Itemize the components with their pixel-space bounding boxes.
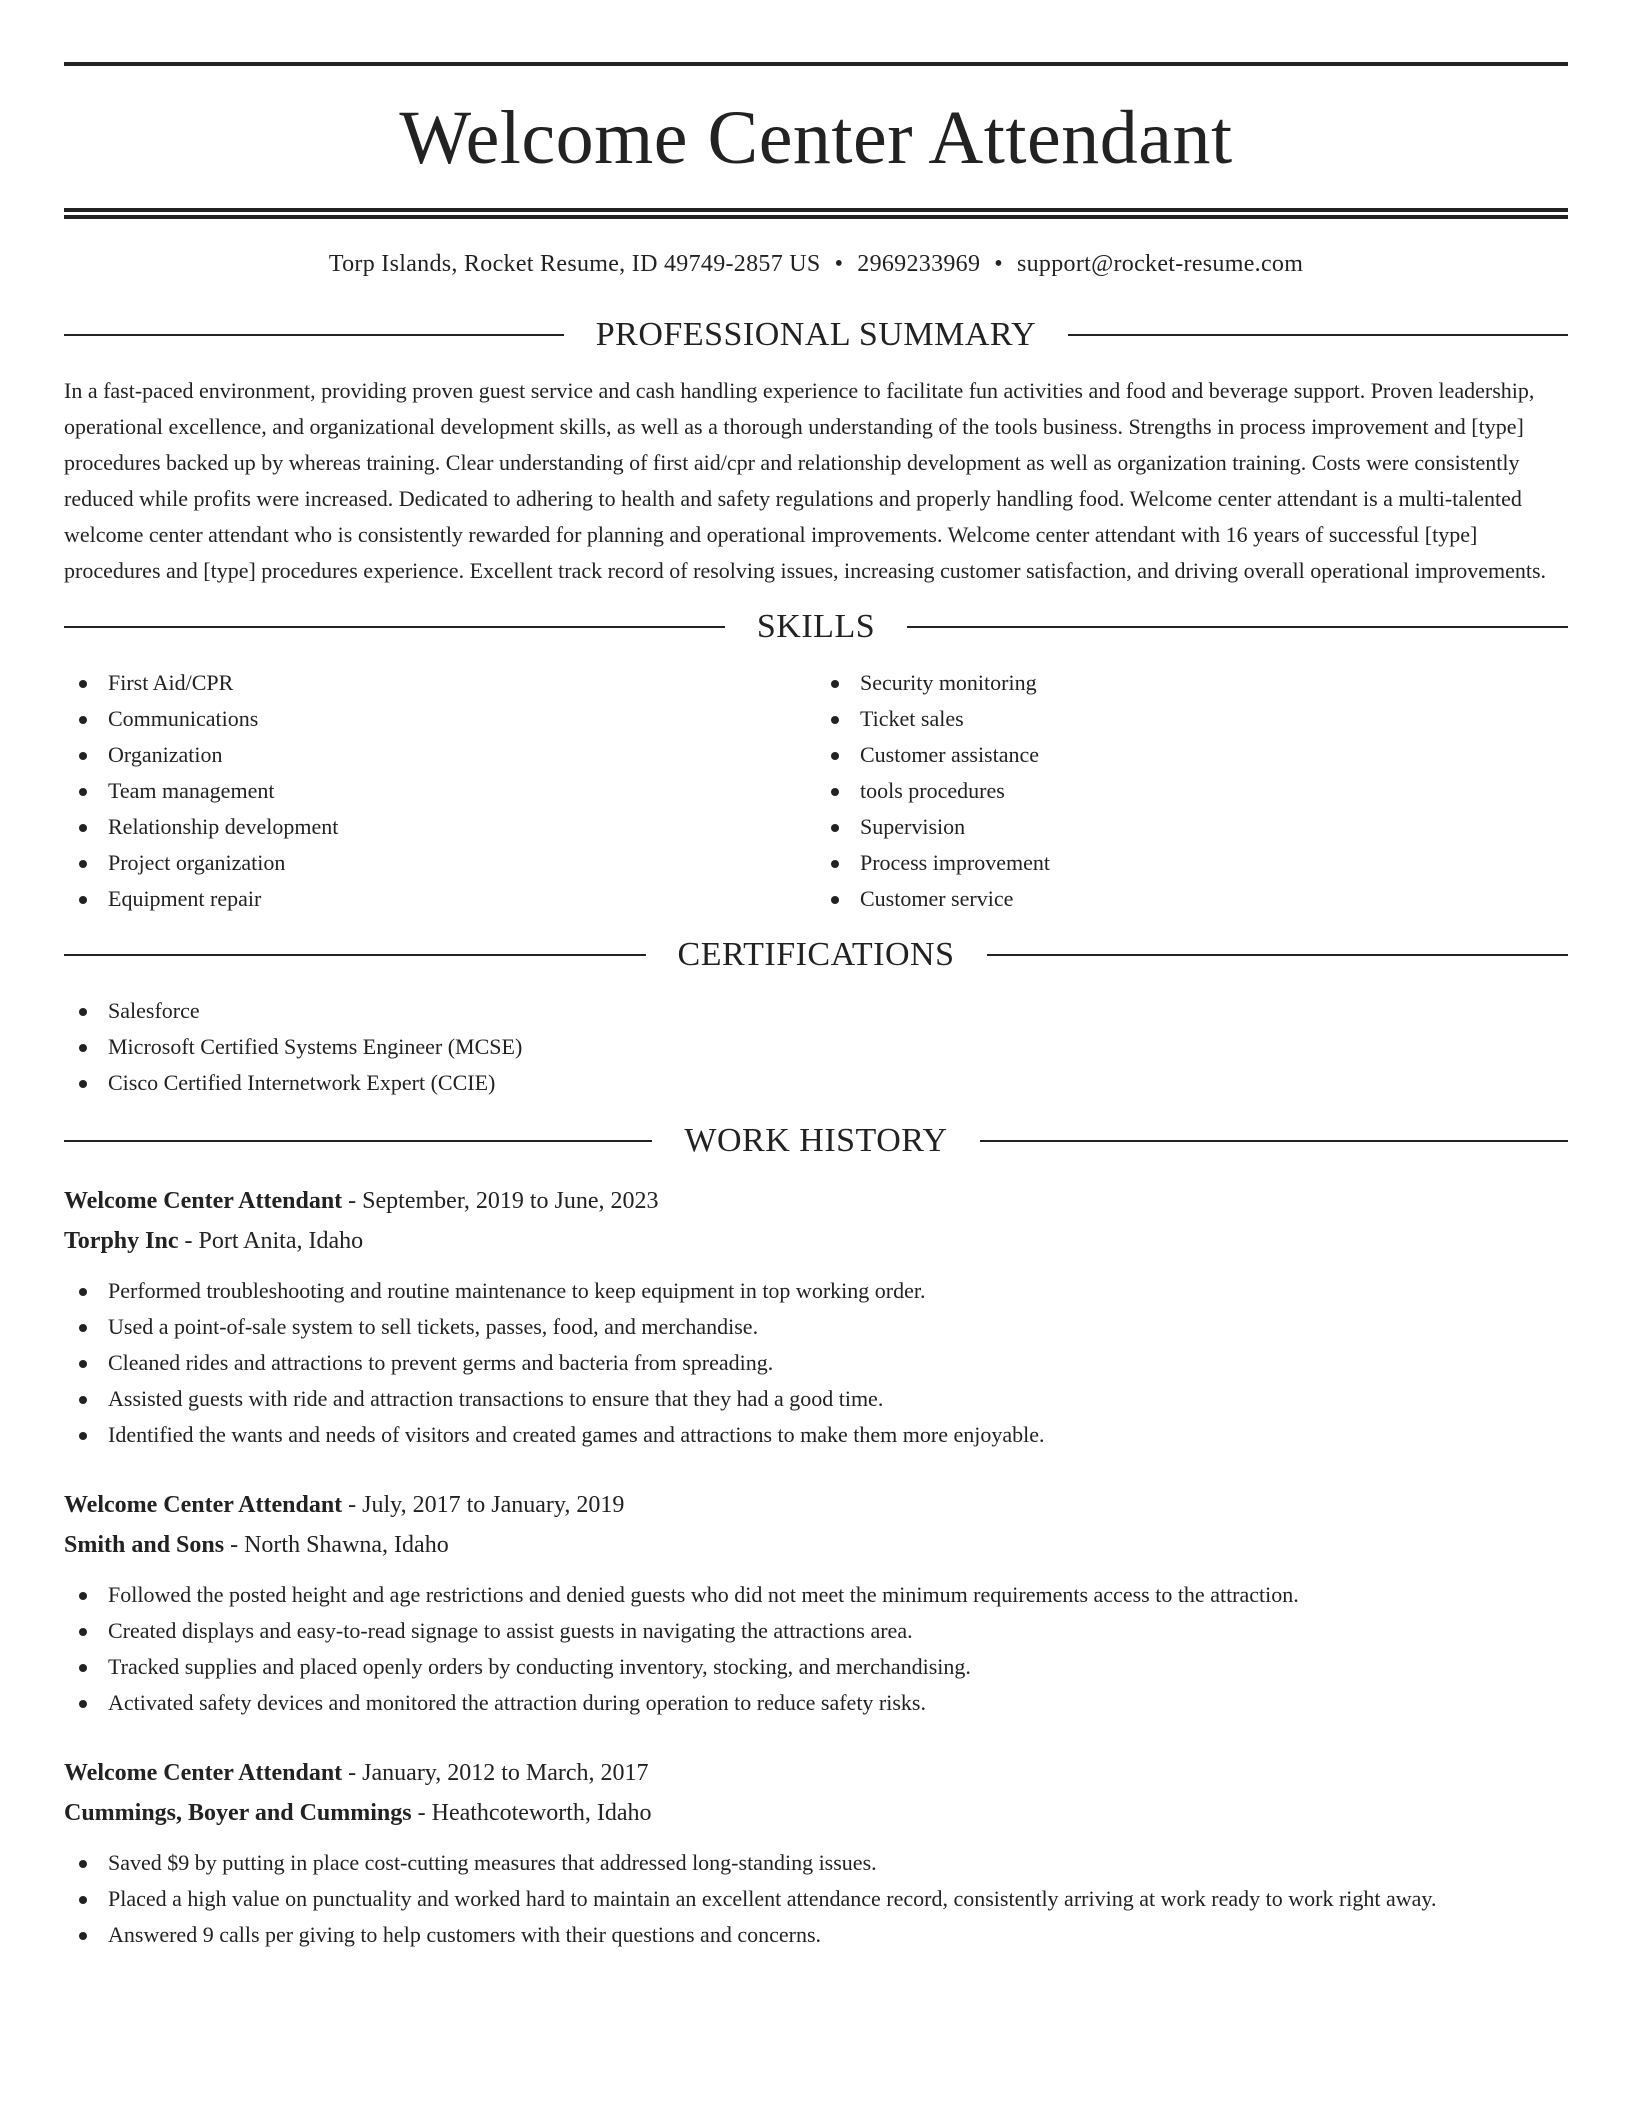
job-dash: - <box>224 1532 245 1558</box>
job-company: Torphy Inc <box>64 1228 179 1254</box>
section-rule <box>64 1140 652 1142</box>
job-bullet: Used a point-of-sale system to sell tickets, passes, food, and merchandise. <box>64 1309 1568 1345</box>
job-dash: - <box>178 1228 199 1254</box>
section-rule <box>1068 334 1568 336</box>
skills-list-right <box>816 665 1568 917</box>
contact-line <box>64 249 1568 279</box>
job-bullet: Identified the wants and needs of visitors and created games and attractions to make them more enjoyable. <box>64 1417 1568 1453</box>
title-double-rule <box>64 208 1568 219</box>
skill-item: Organization <box>64 737 816 773</box>
work-history-list <box>64 1181 1568 1953</box>
skill-item: Security monitoring <box>816 665 1568 701</box>
job-location: Heathcoteworth, Idaho <box>431 1800 652 1826</box>
section-title: WORK HISTORY <box>684 1122 948 1159</box>
job-dates: January, 2012 to March, 2017 <box>362 1760 649 1786</box>
job-bullets <box>64 1273 1568 1453</box>
job-dash: - <box>411 1800 432 1826</box>
skills-list-left <box>64 665 816 917</box>
skill-item: Equipment repair <box>64 881 816 917</box>
job-bullet: Assisted guests with ride and attraction transactions to ensure that they had a good time. <box>64 1381 1568 1417</box>
job-bullet: Cleaned rides and attractions to prevent germs and bacteria from spreading. <box>64 1345 1568 1381</box>
contact-separator: • <box>994 251 1003 277</box>
section-rule <box>64 954 646 956</box>
job-location: Port Anita, Idaho <box>198 1228 364 1254</box>
skill-item: Process improvement <box>816 845 1568 881</box>
job-bullet: Tracked supplies and placed openly orders by conducting inventory, stocking, and merchandising. <box>64 1649 1568 1685</box>
section-rule <box>907 626 1568 628</box>
job-bullet: Performed troubleshooting and routine maintenance to keep equipment in top working order. <box>64 1273 1568 1309</box>
resume-page <box>64 62 1568 1953</box>
section-title: SKILLS <box>756 608 876 645</box>
skill-item: Team management <box>64 773 816 809</box>
job-title-line <box>64 1181 1568 1221</box>
job-company: Smith and Sons <box>64 1532 225 1558</box>
section-rule <box>64 334 564 336</box>
section-title: PROFESSIONAL SUMMARY <box>595 316 1037 353</box>
contact-phone: 2969233969 <box>857 251 981 277</box>
contact-address: Torp Islands, Rocket Resume, ID 49749-2857 US <box>328 251 821 277</box>
section-header-skills <box>64 607 1568 647</box>
skills-columns <box>64 665 1568 917</box>
job-dash: - <box>342 1188 363 1214</box>
job-bullet: Created displays and easy-to-read signage to assist guests in navigating the attractions area. <box>64 1613 1568 1649</box>
job-bullet: Placed a high value on punctuality and worked hard to maintain an excellent attendance record, consistently arriving at work ready to work right away. <box>64 1881 1568 1917</box>
skill-item: Supervision <box>816 809 1568 845</box>
job-title-line <box>64 1753 1568 1793</box>
job-bullet: Answered 9 calls per giving to help customers with their questions and concerns. <box>64 1917 1568 1953</box>
section-header-summary <box>64 315 1568 355</box>
job-dates: September, 2019 to June, 2023 <box>362 1188 659 1214</box>
job-company-line <box>64 1525 1568 1565</box>
skill-item: Relationship development <box>64 809 816 845</box>
job-dates: July, 2017 to January, 2019 <box>362 1492 625 1518</box>
skill-item: First Aid/CPR <box>64 665 816 701</box>
contact-email: support@rocket-resume.com <box>1016 251 1304 277</box>
job-company-line <box>64 1793 1568 1833</box>
job-bullet: Activated safety devices and monitored the attraction during operation to reduce safety risks. <box>64 1685 1568 1721</box>
resume-title: Welcome Center Attendant <box>399 96 1233 180</box>
top-rule <box>64 62 1568 66</box>
skill-item: tools procedures <box>816 773 1568 809</box>
contact-separator: • <box>834 251 844 277</box>
job-title-line <box>64 1485 1568 1525</box>
certifications-list <box>64 993 1568 1101</box>
section-header-work-history <box>64 1121 1568 1161</box>
job-role: Welcome Center Attendant <box>64 1760 343 1786</box>
skill-item: Communications <box>64 701 816 737</box>
section-rule <box>987 954 1569 956</box>
section-rule <box>64 626 725 628</box>
certification-item: Salesforce <box>64 993 1568 1029</box>
job-role: Welcome Center Attendant <box>64 1492 343 1518</box>
skill-item: Project organization <box>64 845 816 881</box>
job-location: North Shawna, Idaho <box>244 1532 449 1558</box>
job-company: Cummings, Boyer and Cummings <box>64 1800 412 1826</box>
section-rule <box>980 1140 1568 1142</box>
section-title: CERTIFICATIONS <box>677 936 955 973</box>
certification-item: Cisco Certified Internetwork Expert (CCIE) <box>64 1065 1568 1101</box>
summary-text: In a fast-paced environment, providing proven guest service and cash handling experience to facilitate fun activities and food and beverage support. Proven leadership, operational excellence, and organizational development skills, as well as a thorough understanding of the tools business. Strengths in process improvement and [type] procedures backed up by whereas training. Clear understanding of first aid/cpr and relationship development as well as organization training. Costs were consistently reduced while profits were increased. Dedicated to adhering to health and safety regulations and properly handling food. Welcome center attendant is a multi-talented welcome center attendant who is consistently rewarded for planning and operational improvements. Welcome center attendant with 16 years of successful [type] procedures and [type] procedures experience. Excellent track record of resolving issues, increasing customer satisfaction, and driving overall operational improvements. <box>64 378 1547 583</box>
skill-item: Ticket sales <box>816 701 1568 737</box>
skill-item: Customer assistance <box>816 737 1568 773</box>
job-bullets <box>64 1577 1568 1721</box>
job-bullets <box>64 1845 1568 1953</box>
skill-item: Customer service <box>816 881 1568 917</box>
section-header-certifications <box>64 935 1568 975</box>
job-bullet: Followed the posted height and age restrictions and denied guests who did not meet the minimum requirements access to the attraction. <box>64 1577 1568 1613</box>
job-role: Welcome Center Attendant <box>64 1188 343 1214</box>
job-dash: - <box>342 1760 363 1786</box>
job-bullet: Saved $9 by putting in place cost-cutting measures that addressed long-standing issues. <box>64 1845 1568 1881</box>
job-dash: - <box>342 1492 363 1518</box>
job-company-line <box>64 1221 1568 1261</box>
job-entry <box>64 1485 1568 1721</box>
certification-item: Microsoft Certified Systems Engineer (MCSE) <box>64 1029 1568 1065</box>
job-entry <box>64 1181 1568 1453</box>
job-entry <box>64 1753 1568 1953</box>
